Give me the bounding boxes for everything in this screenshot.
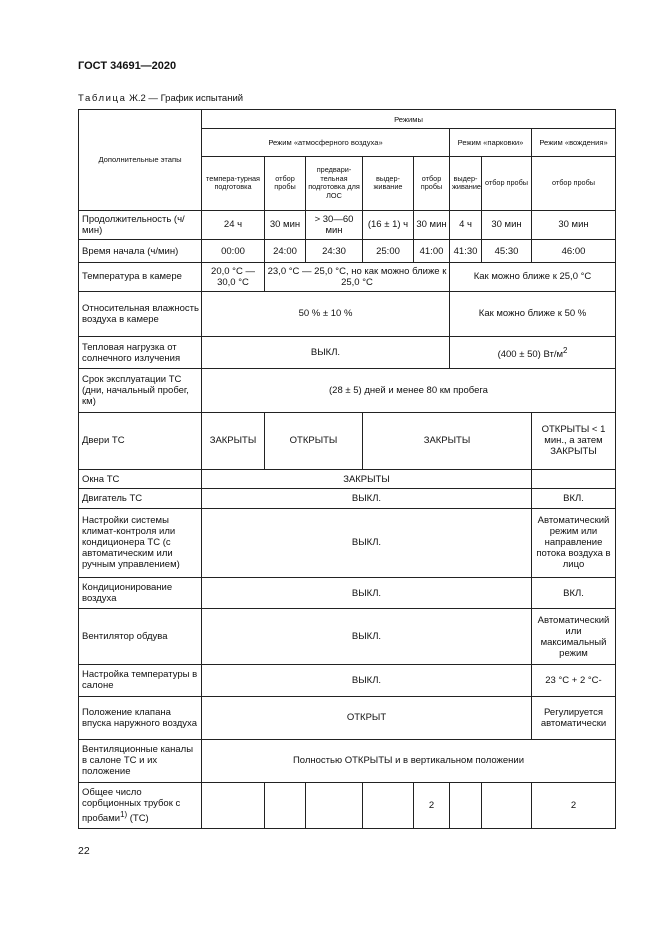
subheader-soak: выдер-живание xyxy=(450,157,482,210)
document-header: ГОСТ 34691—2020 xyxy=(78,60,177,72)
tubes-cell xyxy=(482,782,532,828)
start-time-cell: 25:00 xyxy=(363,240,414,263)
row-fan xyxy=(79,609,616,664)
duration-cell: > 30—60 мин xyxy=(306,210,363,240)
row-label: Настройка температуры в салоне xyxy=(79,664,202,696)
row-label: Двери ТС xyxy=(79,412,202,469)
doors-prep-value: ЗАКРЫТЫ xyxy=(202,412,265,469)
cabin-temp-drive-value: 23 °C + 2 °C- xyxy=(532,664,616,696)
fan-off-value: ВЫКЛ. xyxy=(202,609,532,664)
solar-park-drive-value xyxy=(450,336,616,369)
caption-title: Ж.2 — График испытаний xyxy=(126,93,244,104)
row-label: Вентиляционные каналы в салоне ТС и их положение xyxy=(79,739,202,782)
row-label: Вентилятор обдува xyxy=(79,609,202,664)
humidity-park-drive-value: Как можно ближе к 50 % xyxy=(450,291,616,336)
tubes-cell xyxy=(363,782,414,828)
start-time-cell: 41:00 xyxy=(414,240,450,263)
row-humidity xyxy=(79,291,616,336)
duration-cell: 30 мин xyxy=(482,210,532,240)
subheader-soak: выдер-живание xyxy=(363,157,414,210)
row-temperature xyxy=(79,262,616,291)
row-label xyxy=(79,782,202,828)
valve-drive-value: Регулируется автоматически xyxy=(532,696,616,739)
row-cabin-temp xyxy=(79,664,616,696)
row-label: Срок эксплуатации ТС (дни, начальный пробег, км) xyxy=(79,369,202,412)
tubes-label-text: Общее число сорбционных трубок с пробами xyxy=(82,786,181,824)
row-tubes xyxy=(79,782,616,828)
windows-drive-value xyxy=(532,469,616,488)
duration-cell: 24 ч xyxy=(202,210,265,240)
windows-value: ЗАКРЫТЫ xyxy=(202,469,532,488)
temperature-park-drive-value: Как можно ближе к 25,0 °C xyxy=(450,262,616,291)
start-time-cell: 24:30 xyxy=(306,240,363,263)
footnote-marker: 1) xyxy=(120,809,128,819)
duration-cell: 30 мин xyxy=(414,210,450,240)
valve-open-value: ОТКРЫТ xyxy=(202,696,532,739)
tubes-count-drive: 2 xyxy=(532,782,616,828)
row-climate xyxy=(79,508,616,577)
cabin-temp-off-value: ВЫКЛ. xyxy=(202,664,532,696)
row-start-time xyxy=(79,240,616,263)
subheader-sampling: отбор пробы xyxy=(265,157,306,210)
fan-drive-value: Автоматический или максимальный режим xyxy=(532,609,616,664)
row-label: Продолжительность (ч/мин) xyxy=(79,210,202,240)
climate-off-value: ВЫКЛ. xyxy=(202,508,532,577)
tubes-cell xyxy=(265,782,306,828)
subheader-sampling: отбор пробы xyxy=(532,157,616,210)
start-time-cell: 41:30 xyxy=(450,240,482,263)
row-label: Температура в камере xyxy=(79,262,202,291)
solar-value-text: (400 ± 50) Вт/м xyxy=(497,349,563,361)
row-label: Двигатель ТС xyxy=(79,489,202,508)
caption-prefix: Таблица xyxy=(78,93,127,104)
row-windows xyxy=(79,469,616,488)
row-service-life xyxy=(79,369,616,412)
subheader-sampling: отбор пробы xyxy=(414,157,450,210)
header-row-1 xyxy=(79,110,616,129)
solar-value-sup: 2 xyxy=(563,345,568,355)
col-header-regimes: Режимы xyxy=(202,110,616,129)
page-number: 22 xyxy=(78,845,90,857)
tubes-label-tail: (ТС) xyxy=(127,812,149,824)
start-time-cell: 00:00 xyxy=(202,240,265,263)
doors-soak-value: ЗАКРЫТЫ xyxy=(363,412,532,469)
row-solar-load xyxy=(79,336,616,369)
regime-atmospheric: Режим «атмосферного воздуха» xyxy=(202,129,450,157)
start-time-cell: 24:00 xyxy=(265,240,306,263)
row-doors xyxy=(79,412,616,469)
doors-sampling-value: ОТКРЫТЫ xyxy=(265,412,363,469)
duration-cell: 30 мин xyxy=(532,210,616,240)
humidity-atmo-value: 50 % ± 10 % xyxy=(202,291,450,336)
regime-driving: Режим «вождения» xyxy=(532,129,616,157)
row-label: Положение клапана впуска наружного воздуха xyxy=(79,696,202,739)
tubes-cell xyxy=(450,782,482,828)
subheader-sampling: отбор пробы xyxy=(482,157,532,210)
subheader-temp-prep: темпера-турная подготовка xyxy=(202,157,265,210)
tubes-count-atmo: 2 xyxy=(414,782,450,828)
duration-cell: 30 мин xyxy=(265,210,306,240)
temperature-atmo-value: 23,0 °C — 25,0 °C, но как можно ближе к 25,0 °C xyxy=(265,262,450,291)
solar-atmo-value: ВЫКЛ. xyxy=(202,336,450,369)
row-ac xyxy=(79,577,616,609)
test-schedule-table xyxy=(78,109,616,829)
row-valve xyxy=(79,696,616,739)
row-vents xyxy=(79,739,616,782)
ac-on-value: ВКЛ. xyxy=(532,577,616,609)
row-label: Кондиционирование воздуха xyxy=(79,577,202,609)
tubes-cell xyxy=(202,782,265,828)
start-time-cell: 46:00 xyxy=(532,240,616,263)
service-life-value: (28 ± 5) дней и менее 80 км пробега xyxy=(202,369,616,412)
duration-cell: 4 ч xyxy=(450,210,482,240)
ac-off-value: ВЫКЛ. xyxy=(202,577,532,609)
duration-cell: (16 ± 1) ч xyxy=(363,210,414,240)
vents-value: Полностью ОТКРЫТЫ и в вертикальном положении xyxy=(202,739,616,782)
engine-on-value: ВКЛ. xyxy=(532,489,616,508)
tubes-cell xyxy=(306,782,363,828)
subheader-voc-prep: предвари-тельная подготовка для ЛОС xyxy=(306,157,363,210)
row-duration xyxy=(79,210,616,240)
engine-off-value: ВЫКЛ. xyxy=(202,489,532,508)
start-time-cell: 45:30 xyxy=(482,240,532,263)
row-label: Тепловая нагрузка от солнечного излучения xyxy=(79,336,202,369)
climate-drive-value: Автоматический режим или направление потока воздуха в лицо xyxy=(532,508,616,577)
row-engine xyxy=(79,489,616,508)
row-label: Окна ТС xyxy=(79,469,202,488)
table-caption xyxy=(78,93,243,104)
temperature-prep-value: 20,0 °C — 30,0 °C xyxy=(202,262,265,291)
doors-drive-value: ОТКРЫТЫ < 1 мин., а затем ЗАКРЫТЫ xyxy=(532,412,616,469)
regime-parking: Режим «парковки» xyxy=(450,129,532,157)
row-label: Время начала (ч/мин) xyxy=(79,240,202,263)
row-label: Настройки системы климат-контроля или кондиционера ТС (с автоматическим или ручным управлением) xyxy=(79,508,202,577)
col-header-stages: Дополнительные этапы xyxy=(79,110,202,211)
row-label: Относительная влажность воздуха в камере xyxy=(79,291,202,336)
